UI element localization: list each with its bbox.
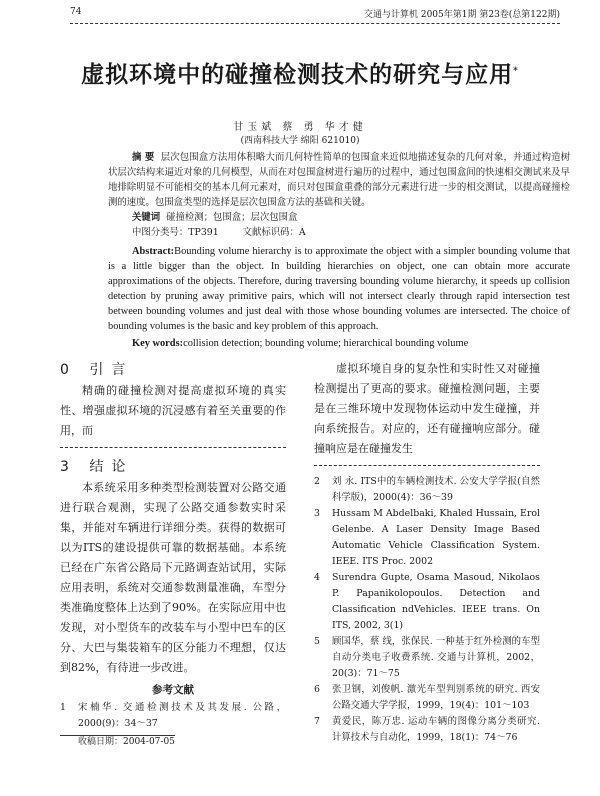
reference-number: 3 [314,508,320,519]
keywords-en-label: Key words: [132,338,184,349]
abstract-en-text: Bounding volume hierarchy is to approximate the object with a simpler bounding volume that is a little bigger than the object. In building hierarchies on object, one can obtain more accurate approximations of the objects. Therefore, during traversing bounding volume hierarchy, it speeds up collision detection by pruning away primitive pairs, which will not intersect clearly through rapid intersection test between bounding volumes and just deal with those whose bounding volumes are intersected. The choice of bounding volumes is the basic and key problem of this approach. [108,246,570,332]
reference-text: 刘 永. ITS中的车辆检测技术. 公安大学学报(自然科学版)，2000(4)：36～39 [332,476,540,503]
class-label: 中图分类号： [132,227,189,238]
right-column [314,359,540,749]
reference-text: Hussam M Abdelbaki, Khaled Hussain, Erol Gelenbe. A Laser Density Image Based Automatic Vehicle Classification System. IEEE. ITS Proc. 2002 [332,508,540,567]
reference-number: 7 [314,716,320,727]
reference-item [314,714,540,746]
two-column-body [60,359,540,749]
reference-item [314,682,540,714]
reference-number: 1 [60,702,66,713]
reference-list [314,474,540,746]
reference-text: Surendra Gupte, Osama Masoud, Nikolaos P. Papanikolopoulos. Detection and Classification ndVehicles. IEEE trans. On ITS, 2002, 3(1) [332,572,540,631]
class-value: TP391 [188,227,219,238]
abstract-cn-label: 摘 要 [132,152,155,163]
reference-item [314,634,540,682]
column-break-rule-right [314,465,540,466]
abstract-cn-text: 层次包围盒方法用体积略大而几何特性简单的包围盒来近似地描述复杂的几何对象，并通过构造树状层次结构来逼近对象的几何模型，从而在对包围盒树进行遍历的过程中，通过包围盒间的快速相交测试来及早地排除明显不可能相交的基本几何元素对，而只对包围盒重叠的部分元素进行进一步的相交测试，以提高碰撞检测的速度。包围盒类型的选择是层次包围盒方法的基础和关键。 [108,152,570,208]
reference-number: 5 [314,636,320,647]
reference-item [314,506,540,570]
left-column [60,359,286,749]
reference-text: 张卫钢，刘俊帆. 激光车型判别系统的研究. 西安公路交通大学学报，1999，19(4)：101～103 [332,684,540,711]
intro-text: 精确的碰撞检测对提高虚拟环境的真实性、增强虚拟环境的沉浸感有着至关重要的作用，而 [60,384,286,437]
article-body [0,150,600,749]
keywords-cn: 碰撞检测；包围盒；层次包围盒 [166,212,298,223]
received-date: 收稿日期：2004-07-05 [78,737,175,747]
abstract-en-label: Abstract: [132,246,175,257]
references-heading: 参考文献 [152,684,194,696]
conclusion-text: 本系统采用多种类型检测装置对公路交通进行联合观测，实现了公路交通参数实时采集，并能对车辆进行详细分类。获得的数据可以为ITS的建设提供可靠的数据基础。本系统已经在广东省公路局下元路调查站试用，实际应用表明，系统对交通参数测量准确，车型分类准确度整体上达到了90%。在实际应用中也发现，对小型货车的改装车与小型中巴车的区分、大巴与集装箱车的区分能力不理想，仅达到82%，有待进一步改进。 [60,481,286,674]
conclusion-heading: 3 结论 [60,459,134,475]
paper-title [0,56,600,89]
journal-header: 交通与计算机 2005年第1期 第23卷(总第122期) [363,10,560,20]
intro-heading: 0 引言 [60,362,134,378]
doc-code-value: A [298,227,306,238]
reference-number: 2 [314,476,320,487]
title-footnote-mark: * [513,66,519,77]
keywords-cn-label: 关键词 [132,212,161,223]
reference-item [314,570,540,634]
abstract-cn [108,150,570,240]
page-number: 74 [70,7,82,17]
reference-item [314,474,540,506]
body-text-continued: 虚拟环境自身的复杂性和实时性又对碰撞检测提出了更高的要求。碰撞检测问题，主要是在三维环境中发现物体运动中发生碰撞，并向系统报告。对应的，还有碰撞响应部分。碰撞响应是在碰撞发生 [314,362,540,455]
reference-number: 6 [314,684,320,695]
reference-text: 宋楠华. 交通检测技术及其发展. 公路，2000(9)：34～37 [78,702,286,729]
affiliation: (西南科技大学 绵阳 621010) [240,136,360,146]
abstract-en [108,244,570,351]
title-text: 虚拟环境中的碰撞检测技术的研究与应用 [81,61,514,88]
reference-item [60,700,286,732]
header-rule [70,23,560,24]
reference-text: 黄爱民，陈万忠. 运动车辆的图像分离分类研究. 计算技术与自动化，1999，18(1)：74～76 [332,716,540,743]
doc-code-label: 文献标识码： [242,227,299,238]
keywords-en: collision detection; bounding volume; hierarchical bounding volume [183,338,469,349]
column-break-rule [60,447,286,448]
reference-number: 4 [314,572,320,583]
authors: 甘玉斌 蔡 勇 华才健 [233,122,367,133]
reference-text: 顾国华，蔡 线，张保民. 一种基于红外检测的车型自动分类电子收费系统. 交通与计算机，2002，20(3)：71～75 [332,636,540,679]
